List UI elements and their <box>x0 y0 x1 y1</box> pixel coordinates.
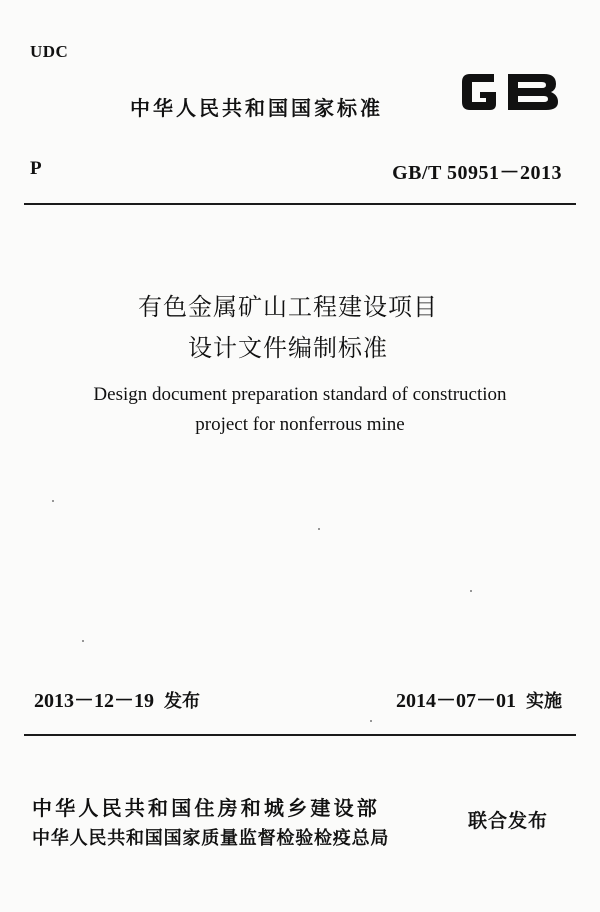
effective-date: 2014－07－01 <box>396 690 516 712</box>
joint-publication-label: 联合发布 <box>468 810 549 832</box>
publisher-line-1: 中华人民共和国住房和城乡建设部 <box>32 796 380 820</box>
scan-speck <box>52 500 54 502</box>
scan-speck <box>318 528 320 530</box>
scan-speck <box>470 590 472 592</box>
title-chinese-line-1: 有色金属矿山工程建设项目 <box>138 293 438 321</box>
title-english-line-1: Design document preparation standard of construction <box>93 384 507 405</box>
issue-date-block <box>34 684 200 713</box>
publisher-line-2: 中华人民共和国国家质量监督检验检疫总局 <box>32 828 390 849</box>
issue-label: 发布 <box>164 691 200 712</box>
standard-number: GB/T 50951－2013 <box>392 162 562 184</box>
bottom-divider <box>24 734 576 736</box>
udc-label: UDC <box>30 42 69 61</box>
scan-speck <box>370 720 372 722</box>
classification-code: P <box>30 158 42 179</box>
effective-label: 实施 <box>526 691 562 712</box>
gb-logo-icon <box>456 64 564 120</box>
issue-date: 2013－12－19 <box>34 690 154 712</box>
scan-speck <box>82 640 84 642</box>
top-divider <box>24 203 576 205</box>
standard-organization: 中华人民共和国国家标准 <box>130 96 383 120</box>
title-chinese-line-2: 设计文件编制标准 <box>188 334 388 362</box>
effective-date-block <box>396 684 562 713</box>
title-english-line-2: project for nonferrous mine <box>195 414 405 435</box>
